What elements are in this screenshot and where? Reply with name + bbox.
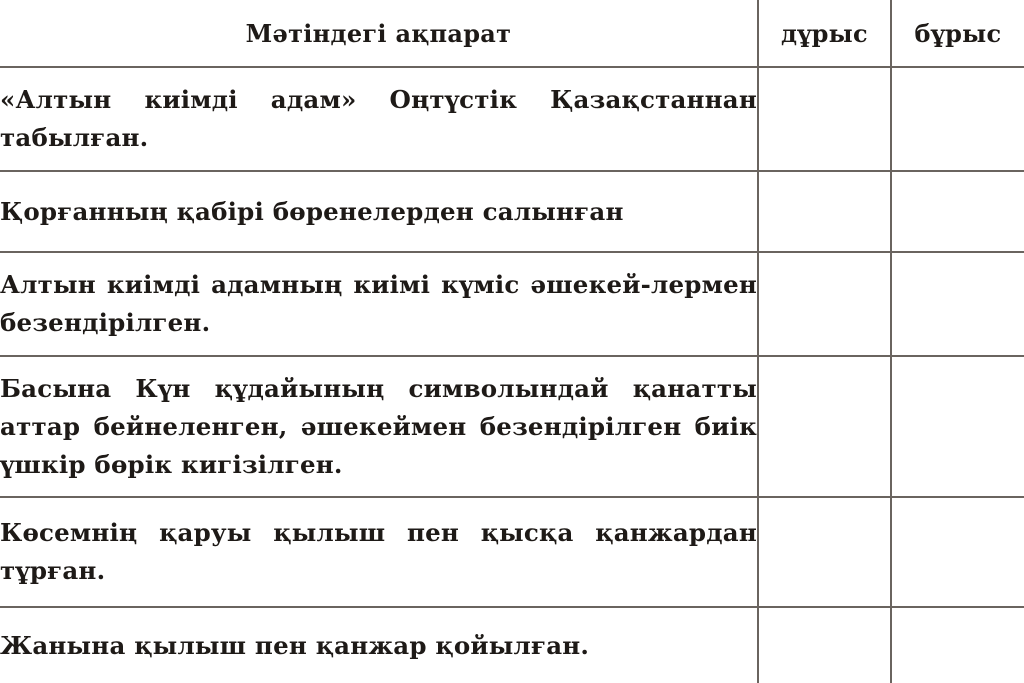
true-answer-cell[interactable] bbox=[758, 356, 891, 497]
true-column-header: дұрыс bbox=[758, 0, 891, 67]
true-answer-cell[interactable] bbox=[758, 171, 891, 252]
false-answer-cell[interactable] bbox=[891, 171, 1024, 252]
statement-cell: «Алтын киімді адам» Оңтүстік Қазақстаннан табылған. bbox=[0, 67, 758, 171]
true-answer-cell[interactable] bbox=[758, 497, 891, 607]
statement-cell: Басына Күн құдайының символындай қанатты аттар бейнеленген, әшекеймен безендірілген биік үшкір бөрік кигізілген. bbox=[0, 356, 758, 497]
false-answer-cell[interactable] bbox=[891, 356, 1024, 497]
statement-cell: Жанына қылыш пен қанжар қойылған. bbox=[0, 607, 758, 683]
table-row bbox=[0, 171, 1024, 252]
header-row bbox=[0, 0, 1024, 67]
true-answer-cell[interactable] bbox=[758, 252, 891, 356]
table-row bbox=[0, 356, 1024, 497]
statement-cell: Көсемнің қаруы қылыш пен қысқа қанжардан тұрған. bbox=[0, 497, 758, 607]
true-answer-cell[interactable] bbox=[758, 67, 891, 171]
statement-cell: Алтын киімді адамның киімі күміс әшекей-лермен безендірілген. bbox=[0, 252, 758, 356]
table-row bbox=[0, 497, 1024, 607]
table-row bbox=[0, 607, 1024, 683]
false-answer-cell[interactable] bbox=[891, 252, 1024, 356]
true-answer-cell[interactable] bbox=[758, 607, 891, 683]
false-answer-cell[interactable] bbox=[891, 607, 1024, 683]
false-answer-cell[interactable] bbox=[891, 497, 1024, 607]
table-row bbox=[0, 67, 1024, 171]
table-row bbox=[0, 252, 1024, 356]
false-column-header: бұрыс bbox=[891, 0, 1024, 67]
statement-column-header: Мәтіндегі ақпарат bbox=[0, 0, 758, 67]
statement-cell: Қорғанның қабірі бөренелерден салынған bbox=[0, 171, 758, 252]
false-answer-cell[interactable] bbox=[891, 67, 1024, 171]
